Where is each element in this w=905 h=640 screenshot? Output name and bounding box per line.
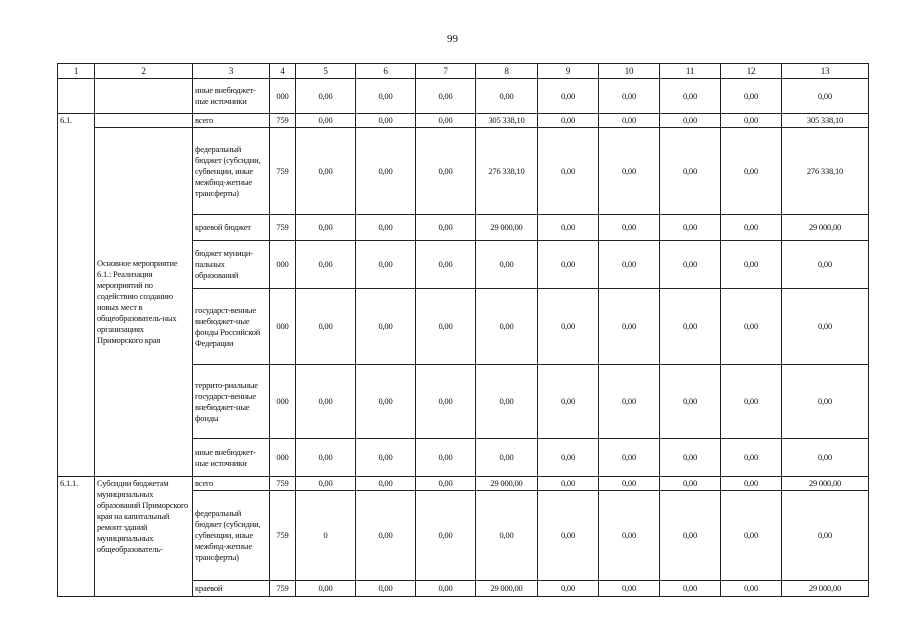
value-cell: 29 000,00: [782, 581, 869, 597]
value-cell: 0,00: [356, 581, 416, 597]
value-cell: 305 338,10: [476, 114, 538, 128]
value-cell: 0,00: [356, 128, 416, 215]
funding-source: федеральный бюджет (субсидии, субвенции, иные межбюд-жетные трансферты): [193, 491, 270, 581]
value-cell: 0,00: [599, 289, 660, 365]
value-cell: 0,00: [476, 241, 538, 289]
value-cell: 0,00: [782, 241, 869, 289]
value-cell: 0,00: [296, 477, 356, 491]
value-cell: 0,00: [296, 215, 356, 241]
item-number: 6.1.1.: [58, 477, 95, 597]
value-cell: 0,00: [782, 289, 869, 365]
value-cell: 0,00: [538, 439, 599, 477]
value-cell: 0,00: [296, 581, 356, 597]
value-cell: 0,00: [356, 439, 416, 477]
value-cell: 0,00: [296, 241, 356, 289]
code-cell: 759: [270, 215, 296, 241]
value-cell: 0,00: [721, 241, 782, 289]
value-cell: 0,00: [476, 491, 538, 581]
value-cell: 0,00: [296, 365, 356, 439]
empty-cell: [58, 79, 95, 114]
code-cell: 759: [270, 581, 296, 597]
code-cell: 000: [270, 365, 296, 439]
table-row: [58, 128, 869, 215]
value-cell: 0,00: [782, 491, 869, 581]
value-cell: 0,00: [356, 477, 416, 491]
value-cell: 0,00: [538, 128, 599, 215]
value-cell: 0,00: [721, 365, 782, 439]
funding-source: бюджет муници-пальных образований: [193, 241, 270, 289]
value-cell: 0,00: [782, 365, 869, 439]
value-cell: 0,00: [782, 79, 869, 114]
value-cell: 0: [296, 491, 356, 581]
value-cell: 0,00: [416, 439, 476, 477]
value-cell: 0,00: [476, 289, 538, 365]
value-cell: 0,00: [296, 128, 356, 215]
value-cell: 0,00: [538, 241, 599, 289]
value-cell: 276 338,10: [476, 128, 538, 215]
column-header-12: 12: [721, 64, 782, 79]
funding-source: краевой: [193, 581, 270, 597]
value-cell: 0,00: [599, 128, 660, 215]
value-cell: 0,00: [538, 79, 599, 114]
value-cell: 0,00: [660, 128, 721, 215]
value-cell: 0,00: [296, 439, 356, 477]
column-header-9: 9: [538, 64, 599, 79]
value-cell: 0,00: [416, 581, 476, 597]
value-cell: 0,00: [660, 365, 721, 439]
header-row: [58, 64, 869, 79]
code-cell: 759: [270, 114, 296, 128]
value-cell: 0,00: [416, 114, 476, 128]
value-cell: 0,00: [356, 241, 416, 289]
value-cell: 29 000,00: [476, 581, 538, 597]
table-row: [58, 477, 869, 491]
value-cell: 0,00: [721, 491, 782, 581]
value-cell: 0,00: [356, 289, 416, 365]
value-cell: 0,00: [599, 79, 660, 114]
column-header-11: 11: [660, 64, 721, 79]
column-header-13: 13: [782, 64, 869, 79]
value-cell: 0,00: [538, 289, 599, 365]
value-cell: 29 000,00: [476, 215, 538, 241]
column-header-2: 2: [95, 64, 193, 79]
value-cell: 0,00: [721, 439, 782, 477]
column-header-1: 1: [58, 64, 95, 79]
value-cell: 0,00: [416, 128, 476, 215]
value-cell: 0,00: [416, 79, 476, 114]
value-cell: 276 338,10: [782, 128, 869, 215]
column-header-10: 10: [599, 64, 660, 79]
value-cell: 0,00: [296, 114, 356, 128]
table-body: [58, 64, 869, 597]
value-cell: 0,00: [660, 581, 721, 597]
funding-source: краевой бюджет: [193, 215, 270, 241]
value-cell: 0,00: [538, 365, 599, 439]
value-cell: 0,00: [476, 439, 538, 477]
value-cell: 0,00: [721, 581, 782, 597]
value-cell: 0,00: [416, 477, 476, 491]
code-cell: 000: [270, 241, 296, 289]
funding-source: всего: [193, 477, 270, 491]
funding-source: государст-венные внебюджет-ные фонды Российской Федерации: [193, 289, 270, 365]
value-cell: 0,00: [416, 215, 476, 241]
value-cell: 0,00: [599, 215, 660, 241]
value-cell: 0,00: [721, 114, 782, 128]
value-cell: 0,00: [296, 289, 356, 365]
value-cell: 0,00: [660, 477, 721, 491]
column-header-8: 8: [476, 64, 538, 79]
value-cell: 0,00: [782, 439, 869, 477]
value-cell: 29 000,00: [782, 477, 869, 491]
funding-source: террито-риальные государст-венные внебюджет-ные фонды: [193, 365, 270, 439]
value-cell: 0,00: [660, 439, 721, 477]
value-cell: 0,00: [416, 365, 476, 439]
value-cell: 0,00: [356, 114, 416, 128]
item-number: 6.1.: [58, 114, 95, 477]
table-row: [58, 79, 869, 114]
value-cell: 29 000,00: [782, 215, 869, 241]
value-cell: 0,00: [721, 79, 782, 114]
value-cell: 0,00: [599, 114, 660, 128]
value-cell: 0,00: [416, 491, 476, 581]
code-cell: 759: [270, 491, 296, 581]
value-cell: 0,00: [599, 477, 660, 491]
value-cell: 0,00: [296, 79, 356, 114]
empty-cell: [95, 79, 193, 114]
value-cell: 0,00: [721, 289, 782, 365]
empty-cell: [95, 114, 193, 128]
funding-source: федеральный бюджет (субсидии, субвенции, иные межбюд-жетные трансферты): [193, 128, 270, 215]
value-cell: 0,00: [538, 477, 599, 491]
value-cell: 0,00: [356, 79, 416, 114]
column-header-3: 3: [193, 64, 270, 79]
value-cell: 0,00: [721, 477, 782, 491]
code-cell: 759: [270, 477, 296, 491]
column-header-5: 5: [296, 64, 356, 79]
value-cell: 0,00: [476, 365, 538, 439]
value-cell: 0,00: [599, 365, 660, 439]
value-cell: 0,00: [660, 114, 721, 128]
value-cell: 0,00: [356, 215, 416, 241]
code-cell: 000: [270, 439, 296, 477]
code-cell: 759: [270, 128, 296, 215]
value-cell: 0,00: [599, 439, 660, 477]
item-title: Субсидии бюджетам муниципальных образований Приморского края на капитальный ремонт зданий муниципальных общеобразователь-: [95, 477, 193, 597]
value-cell: 0,00: [599, 491, 660, 581]
value-cell: 0,00: [660, 79, 721, 114]
page-number: 99: [447, 33, 458, 45]
funding-source: всего: [193, 114, 270, 128]
column-header-6: 6: [356, 64, 416, 79]
value-cell: 0,00: [416, 241, 476, 289]
funding-source: иные внебюджет-ные источники: [193, 439, 270, 477]
value-cell: 0,00: [538, 491, 599, 581]
column-header-7: 7: [416, 64, 476, 79]
value-cell: 0,00: [660, 241, 721, 289]
value-cell: 0,00: [660, 491, 721, 581]
value-cell: 305 338,10: [782, 114, 869, 128]
value-cell: 0,00: [538, 581, 599, 597]
column-header-4: 4: [270, 64, 296, 79]
value-cell: 0,00: [660, 215, 721, 241]
code-cell: 000: [270, 79, 296, 114]
value-cell: 0,00: [416, 289, 476, 365]
value-cell: 0,00: [599, 241, 660, 289]
value-cell: 0,00: [599, 581, 660, 597]
value-cell: 0,00: [538, 215, 599, 241]
value-cell: 0,00: [476, 79, 538, 114]
value-cell: 0,00: [721, 215, 782, 241]
value-cell: 0,00: [660, 289, 721, 365]
table-row: [58, 114, 869, 128]
code-cell: 000: [270, 289, 296, 365]
value-cell: 29 000,00: [476, 477, 538, 491]
budget-table: [57, 63, 869, 597]
value-cell: 0,00: [538, 114, 599, 128]
value-cell: 0,00: [356, 365, 416, 439]
funding-source: иные внебюджет-ные источники: [193, 79, 270, 114]
value-cell: 0,00: [721, 128, 782, 215]
item-title: Основное мероприятие 6.1.: Реализация мероприятий по содействию созданию новых мест в общеобразователь-ных организациях Приморского края: [95, 128, 193, 477]
value-cell: 0,00: [356, 491, 416, 581]
